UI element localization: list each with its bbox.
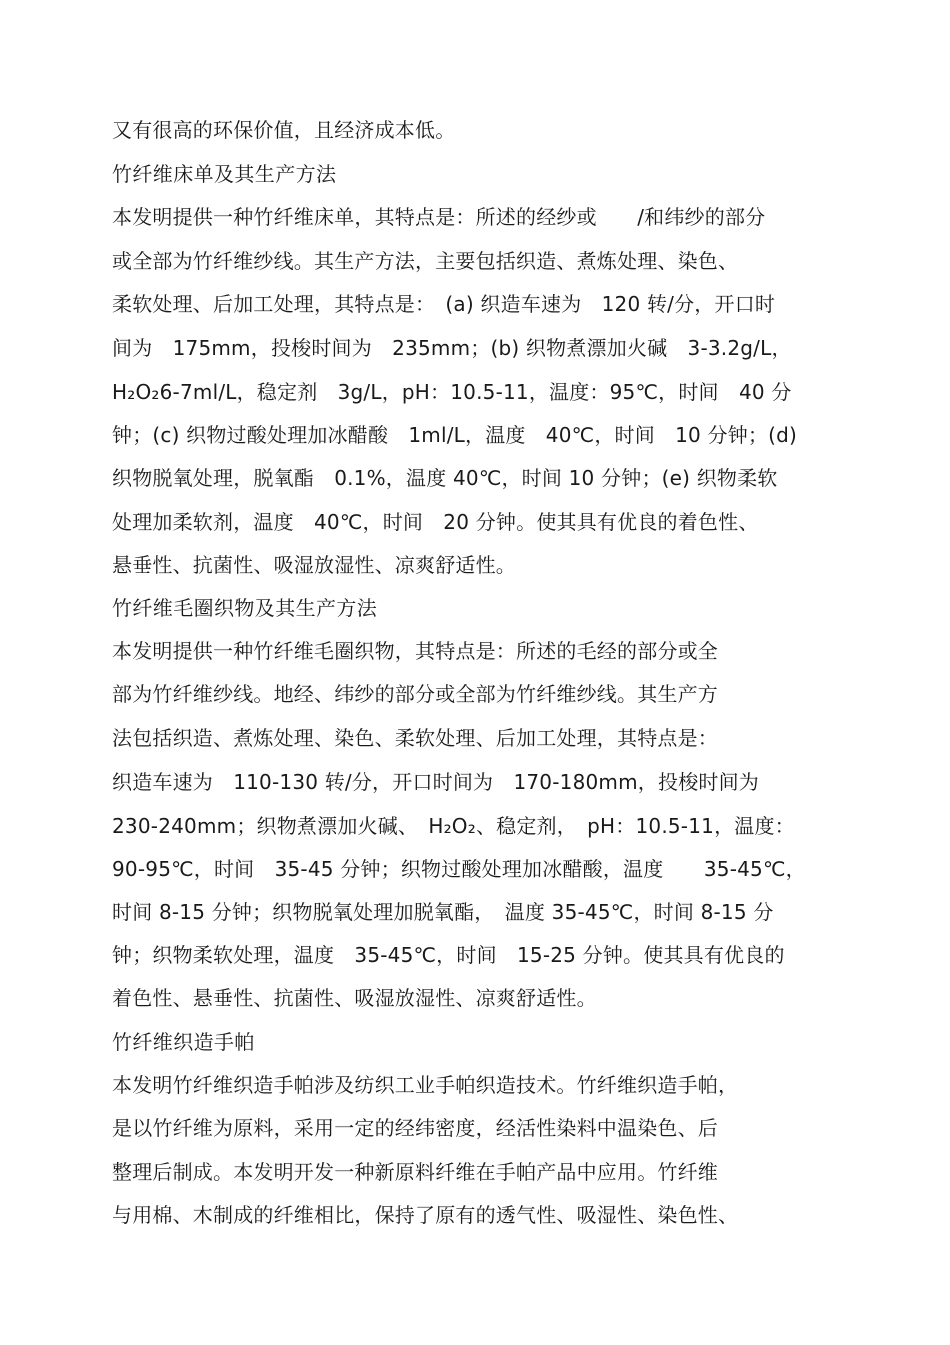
body-text-line: 或全部为竹纤维纱线。其生产方法，主要包括织造、煮炼处理、染色、 [112,249,739,273]
body-text-line: 钟；织物柔软处理，温度 35-45℃，时间 15-25 分钟。使其具有优良的 [112,943,785,967]
body-text-line: 本发明竹纤维织造手帕涉及纺织工业手帕织造技术。竹纤维织造手帕， [112,1073,739,1097]
body-text-line: 整理后制成。本发明开发一种新原料纤维在手帕产品中应用。竹纤维 [112,1160,718,1184]
body-text-line: 230-240mm；织物煮漂加火碱、 H₂O₂、稳定剂， pH：10.5-11，温度： [112,814,795,838]
body-text-line: 又有很高的环保价值，且经济成本低。 [112,118,456,142]
body-text-line: 90-95℃，时间 35-45 分钟；织物过酸处理加冰醋酸，温度 35-45℃， [112,857,806,881]
body-text-line: 与用棉、木制成的纤维相比，保持了原有的透气性、吸湿性、染色性、 [112,1203,739,1227]
section-heading-handkerchief: 竹纤维织造手帕 [112,1030,255,1054]
body-text-line: 处理加柔软剂，温度 40℃，时间 20 分钟。使其具有优良的着色性、 [112,510,759,534]
body-text-line: 本发明提供一种竹纤维床单，其特点是：所述的经纱或 /和纬纱的部分 [112,205,766,229]
body-text-line: 本发明提供一种竹纤维毛圈织物，其特点是：所述的毛经的部分或全 [112,639,718,663]
body-text-line: H₂O₂6-7ml/L，稳定剂 3g/L，pH：10.5-11，温度：95℃，时间 40 分 [112,380,792,404]
body-text-line: 间为 175mm，投梭时间为 235mm；(b) 织物煮漂加火碱 3-3.2g/L， [112,336,792,360]
body-text-line: 部为竹纤维纱线。地经、纬纱的部分或全部为竹纤维纱线。其生产方 [112,682,718,706]
section-heading-terry-fabric: 竹纤维毛圈织物及其生产方法 [112,596,378,620]
body-text-line: 着色性、悬垂性、抗菌性、吸湿放湿性、凉爽舒适性。 [112,986,597,1010]
body-text-line: 是以竹纤维为原料，采用一定的经纬密度，经活性染料中温染色、后 [112,1116,718,1140]
body-text-line: 织造车速为 110-130 转/分，开口时间为 170-180mm，投梭时间为 [112,770,759,794]
body-text-line: 时间 8-15 分钟；织物脱氧处理加脱氧酯， 温度 35-45℃，时间 8-15 分 [112,900,774,924]
body-text-line: 悬垂性、抗菌性、吸湿放湿性、凉爽舒适性。 [112,553,516,577]
body-text-line: 法包括织造、煮炼处理、染色、柔软处理、后加工处理，其特点是： [112,726,718,750]
body-text-line: 柔软处理、后加工处理，其特点是： (a) 织造车速为 120 转/分，开口时 [112,292,776,316]
section-heading-bedsheet: 竹纤维床单及其生产方法 [112,162,337,186]
body-text-line: 钟；(c) 织物过酸处理加冰醋酸 1ml/L，温度 40℃，时间 10 分钟；(d) [112,423,798,447]
body-text-line: 织物脱氧处理，脱氧酯 0.1%，温度 40℃，时间 10 分钟；(e) 织物柔软 [112,466,778,490]
